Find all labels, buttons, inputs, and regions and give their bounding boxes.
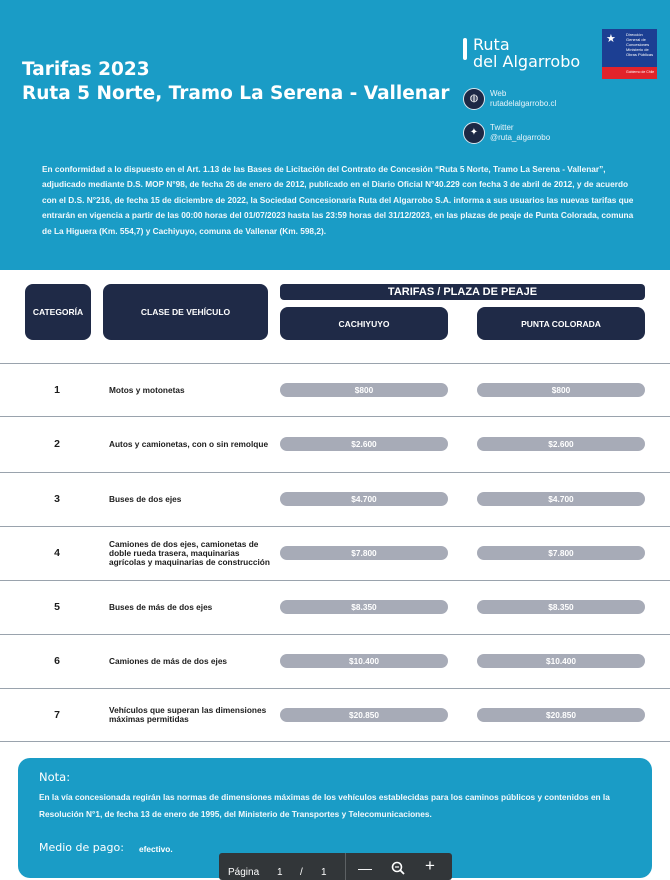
category-number: 2 bbox=[54, 438, 60, 450]
table-row bbox=[0, 363, 670, 416]
page-separator: / bbox=[300, 867, 303, 878]
web-url: rutadelalgarrobo.cl bbox=[490, 99, 557, 108]
category-number: 1 bbox=[54, 383, 60, 396]
twitter-label: Twitter bbox=[490, 123, 514, 132]
gov-agency: Dirección General de Concesiones bbox=[626, 32, 650, 47]
category-number: 3 bbox=[54, 493, 60, 505]
logo-line-1: Ruta bbox=[473, 35, 510, 54]
category-number: 7 bbox=[54, 709, 60, 721]
column-header-cachiyuyo: CACHIYUYO bbox=[280, 307, 448, 340]
price-punta-colorada: $4.700 bbox=[477, 492, 645, 506]
price-punta-colorada: $8.350 bbox=[477, 600, 645, 614]
vehicle-class: Camiones de más de dos ejes bbox=[109, 656, 228, 666]
table-row bbox=[0, 472, 670, 526]
page-number-input[interactable]: 1 bbox=[277, 867, 283, 878]
page-label: Página bbox=[228, 867, 260, 878]
column-header-punta-colorada: PUNTA COLORADA bbox=[477, 307, 645, 340]
table-row bbox=[0, 688, 670, 742]
table-row bbox=[0, 580, 670, 634]
note-title: Nota: bbox=[39, 770, 71, 784]
price-cachiyuyo: $7.800 bbox=[280, 546, 448, 560]
twitter-handle: @ruta_algarrobo bbox=[490, 133, 551, 142]
gov-ministry: Ministerio de Obras Públicas bbox=[626, 47, 654, 57]
vehicle-class: Vehículos que superan las dimensiones máximas permitidas bbox=[109, 705, 267, 724]
payment-value: efectivo. bbox=[139, 844, 173, 854]
table-row bbox=[0, 526, 670, 580]
table-row bbox=[0, 634, 670, 688]
price-punta-colorada: $800 bbox=[477, 383, 645, 397]
title-line-2: Ruta 5 Norte, Tramo La Serena - Vallenar bbox=[22, 83, 450, 104]
price-cachiyuyo: $2.600 bbox=[280, 437, 448, 451]
category-number: 6 bbox=[54, 655, 60, 667]
intro-paragraph: En conformidad a lo dispuesto en el Art. 1.13 de las Bases de Licitación del Contrato de Concesión “Ruta 5 Norte, Tramo La Serena - Vallenar”, adjudicado mediante D.S. MOP N°98, de fecha 26 de enero de 2012, publicado en el Diario Oficial N°40.229 con fecha 3 de abril de 2012, y de acuerdo con el D.S. N°216, de fecha 15 de diciembre de 2022, la Sociedad Concesionaria Ruta del Algarrobo S.A. informa a sus usuarios las nuevas tarifas que entrarán en vigencia a partir de las 00:00 horas del 01/07/2023 hasta las 23:59 horas del 31/12/2023, en las plazas de peaje de Punta Colorada, comuna de La Higuera (Km. 554,7) y Cachiyuyo, comuna de Vallenar (Km. 598,2). bbox=[42, 164, 634, 236]
price-cachiyuyo: $800 bbox=[280, 383, 448, 397]
globe-icon: ◍ bbox=[463, 88, 485, 110]
price-cachiyuyo: $4.700 bbox=[280, 492, 448, 506]
tarifas-header: TARIFAS / PLAZA DE PEAJE bbox=[280, 284, 645, 300]
pdf-page-toolbar bbox=[219, 853, 452, 880]
twitter-icon: ✦ bbox=[463, 122, 485, 144]
price-punta-colorada: $7.800 bbox=[477, 546, 645, 560]
vehicle-class: Camiones de dos ejes, camionetas de doble rueda trasera, maquinarias agrícolas y maquinarias de construcción bbox=[109, 539, 270, 567]
price-punta-colorada: $2.600 bbox=[477, 437, 645, 451]
page-total: 1 bbox=[321, 867, 327, 878]
category-number: 4 bbox=[54, 547, 60, 559]
header-banner bbox=[0, 0, 670, 270]
vehicle-class: Autos y camionetas, con o sin remolque bbox=[109, 439, 269, 449]
note-text: En la vía concesionada regirán las normas de dimensiones máximas de los vehículos establecidas para los caminos públicos y contenidos en la Resolución N°1, de fecha 13 de enero de 1995, del Ministerio de Transportes y Telecomunicaciones. bbox=[39, 792, 610, 819]
payment-label: Medio de pago: bbox=[39, 841, 124, 854]
vehicle-class: Buses de dos ejes bbox=[109, 494, 182, 504]
zoom-in-button[interactable]: + bbox=[425, 856, 435, 875]
category-number: 5 bbox=[54, 601, 60, 613]
gov-footer: Gobierno de Chile bbox=[626, 70, 655, 74]
government-logo bbox=[602, 29, 657, 79]
logo-line-2: del Algarrobo bbox=[473, 52, 581, 71]
toolbar-divider bbox=[345, 853, 346, 880]
price-cachiyuyo: $10.400 bbox=[280, 654, 448, 668]
page-title bbox=[22, 58, 450, 106]
price-cachiyuyo: $20.850 bbox=[280, 708, 448, 722]
column-header-category: CATEGORÍA bbox=[25, 284, 91, 340]
title-line-1: Tarifas 2023 bbox=[22, 59, 150, 80]
vehicle-class: Buses de más de dos ejes bbox=[109, 602, 213, 612]
zoom-out-button[interactable]: — bbox=[358, 860, 372, 876]
price-punta-colorada: $10.400 bbox=[477, 654, 645, 668]
price-punta-colorada: $20.850 bbox=[477, 708, 645, 722]
column-header-vehicle: CLASE DE VEHÍCULO bbox=[103, 284, 268, 340]
table-row bbox=[0, 416, 670, 472]
logo-mark-icon bbox=[463, 38, 467, 60]
web-label: Web bbox=[490, 89, 507, 98]
vehicle-class: Motos y motonetas bbox=[109, 384, 185, 395]
zoom-fit-icon[interactable] bbox=[391, 861, 405, 877]
price-cachiyuyo: $8.350 bbox=[280, 600, 448, 614]
star-icon: ★ bbox=[606, 33, 616, 45]
